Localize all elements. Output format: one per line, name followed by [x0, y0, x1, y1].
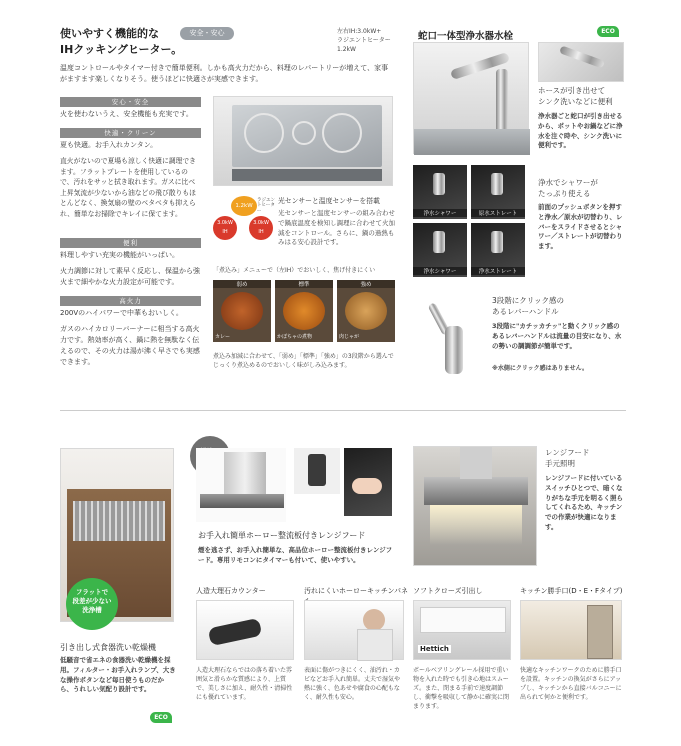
dishwasher-eco-badge: ECO	[150, 712, 172, 723]
pot-standard-label: 標準	[275, 280, 333, 288]
safety-badge: 安全・安心	[180, 27, 234, 40]
center-burner	[292, 121, 316, 145]
lever-text: 3段階に"カチッカチッ"と動くクリック感のあるレバーハンドルは流量の目安になり、水の勢いの調調節が簡単です。	[492, 322, 622, 350]
flat-badge: フラットで 段差が少ない 洗浄槽	[66, 578, 118, 630]
sensor-title: 光センサーと温度センサーを搭載	[278, 197, 380, 205]
section-divider	[60, 410, 626, 411]
shower-head-3	[433, 231, 445, 253]
pot-strong-food	[345, 292, 387, 330]
convenient-text2: 火力調節に対して素早く反応し、保温から強火まで細やかな火力設定が可能です。	[60, 267, 200, 286]
hood-title: お手入れ簡単ホーロー整流板付きレンジフード	[198, 531, 366, 540]
pot-weak-food	[221, 292, 263, 330]
ring-right-ih: IH	[258, 229, 264, 235]
range-hood-image	[196, 448, 286, 522]
hose-text: 浄水器ごと蛇口が引き出せるから、ポットやお鍋などに浄水を注ぐ時や、シンク洗いに便利です。	[538, 112, 623, 150]
hood-canopy	[424, 477, 528, 505]
sensor-text: 光センサーと温度センサーの組み合わせで鍋底温度を検知し調理に合わせて火加減をコントロール。さらに、鍋の過熱もみはる安心設計です。	[278, 209, 395, 247]
ring-right-power: 3.0kW	[253, 220, 269, 226]
faucet-eco-badge: ECO	[597, 26, 619, 37]
shower-label-1: 浄水シャワー	[413, 209, 467, 217]
dishwasher-text: 低騒音で省エネの食器洗い乾燥機を採用。フィルター・お手入れランプ、大きな操作ボタンなど毎日使うものだから、うれしい気配り設計です。	[60, 656, 176, 694]
safety-text: 火を使わないうえ、安全機能も充実です。	[60, 110, 193, 118]
remote-body	[308, 454, 326, 486]
ring-1-2kw: 1.2kW	[231, 196, 257, 216]
lever-note: ※水側にクリック感はありません。	[492, 365, 588, 372]
feature-panel-title: 汚れにくいホーローキッチンパネ	[304, 587, 409, 595]
ih-title-line2: IHクッキングヒーター。	[60, 42, 183, 56]
control-panel	[232, 169, 382, 181]
pot-standard-food	[283, 292, 325, 330]
section-bar-clean: 快適・クリーン	[60, 128, 201, 138]
section-bar-power: 高火力	[60, 296, 201, 306]
ring-diagram	[213, 196, 275, 242]
shower-cell-3	[413, 223, 467, 277]
shower-head-4	[491, 231, 503, 253]
ring-3kw-right	[249, 216, 273, 240]
convenient-text1: 料理しやすい充実の機能がいっぱい。	[60, 251, 179, 259]
lever-title: 3段階にクリック感の あるレバーハンドル	[492, 296, 564, 316]
feature-panel-text: 表面に傷がつきにくく、油汚れ・カビなどお手入れ簡単。丈夫で湿気や熱に強く、色あせや腐食の心配もなく、耐久性も安心。	[304, 667, 401, 701]
hood-body	[224, 452, 266, 496]
countertop-cloth	[208, 618, 263, 646]
ring-left-power: 3.0kW	[217, 220, 233, 226]
shower-head-2	[491, 173, 503, 195]
ih-cooktop-image	[213, 96, 393, 186]
panel-shirt	[357, 629, 393, 661]
panel-image	[304, 600, 404, 660]
pot-strong-sub: 肉じゃが	[339, 334, 360, 340]
ih-title	[60, 26, 182, 58]
hood-chimney	[460, 447, 492, 479]
ring-left-ih: IH	[222, 229, 228, 235]
countertop-image	[196, 600, 294, 660]
pot-weak	[213, 280, 271, 342]
hose-head	[559, 45, 605, 68]
pot-weak-sub: カレー	[215, 334, 231, 340]
softclose-image	[413, 600, 511, 660]
shower-label-4: 浄水ストレート	[471, 267, 525, 275]
faucet-body	[496, 69, 508, 133]
pot-weak-label: 弱め	[213, 280, 271, 288]
hose-image	[538, 42, 624, 82]
pot-standard	[275, 280, 333, 342]
hood-clean-image	[344, 448, 392, 516]
dishwasher-title: 引き出し式食器洗い乾燥機	[60, 643, 156, 652]
power-text1: 200Vのハイパワーで中華もおいしく。	[60, 309, 183, 317]
pot-standard-sub: かぼちゃの煮物	[277, 334, 313, 340]
pot-strong	[337, 280, 395, 342]
clean-text1: 夏も快適。お手入れカンタン。	[60, 141, 158, 149]
door-frame	[587, 605, 613, 659]
feature-softclose-text: ボールベアリングレール採用で重い物を入れた時でも引き心地はスムーズ。また、閉まる手前で速度調節し、衝撃を吸収して静かに確実に閉まります。	[413, 667, 510, 710]
dishwasher-rack	[73, 501, 165, 541]
hood-base	[200, 494, 284, 508]
hood-light-text: レンジフードに付いているスイッチひとつで、暗くなりがちな手元を明るく照らしてくれるため、キッチンでの作業が快適になります。	[545, 474, 623, 531]
pot-strong-label: 強め	[337, 280, 395, 288]
shower-title: 浄水でシャワーが たっぷり使える	[538, 178, 598, 198]
remote-image	[294, 448, 340, 494]
sink-basin	[414, 129, 530, 155]
clean-text2: 直火がないので夏場も涼しく快適に調理できます。フラットプレートを使用しているので、汚れをサッと拭き取れます。ガスに比べ上昇気流が少ないから油などの飛び散りもほとんどなく、換気扇の壁のベタベタも抑えられ、簡単なお掃除でキレイに保てます。	[60, 157, 196, 218]
panel-person	[363, 609, 385, 631]
pot-row	[213, 280, 395, 342]
ring-radiant-label: ラジエントヒーター	[257, 198, 275, 214]
hose-title: ホースが引き出せて シンク洗いなどに便利	[538, 86, 613, 106]
shower-cell-1	[413, 165, 467, 219]
ih-intro: 温度コントロールやタイマー付きで簡単便利。しかも高火力だから、料理のレパートリーが増えて、家事がますます楽しくなりそう。使うほどに快適さが実感できます。	[60, 64, 389, 83]
hood-light-glow	[430, 505, 522, 545]
shower-label-3: 浄水シャワー	[413, 267, 467, 275]
faucet-title: 蛇口一体型浄水器水栓	[418, 31, 514, 42]
feature-countertop-title: 人造大理石カウンター	[196, 587, 266, 595]
feature-backdoor-title: キッチン勝手口(D・E・Fタイプ)	[520, 587, 623, 595]
feature-countertop-text: 人造大理石ならではの落ち着いた雰囲気と滑らかな質感により、上質で、美しさに加え、耐久性・清掃性にも優れています。	[196, 667, 293, 701]
nikomi-text: 煮込み加減に合わせて、「弱め」「標準」「強め」の3段階から選んでじっくり煮込めるのでおいしく味がしみ込みます。	[213, 353, 394, 369]
hood-light-title: レンジフード 手元照明	[545, 448, 590, 468]
power-text2: ガスのハイカロリーバーナーに相当する高火力です。熱効率が高く、鍋に熱を無駄なく伝えるので、その火力は湯が沸く早さでも実感できます。	[60, 325, 200, 366]
hood-text: 煙を逃さず、お手入れ簡単な、高品位ホーロー整流板付きレンジフード。専用リモコンにタイマーも付いて、使いやすい。	[198, 546, 393, 564]
nikomi-caption: 「煮込み」メニューで（左IH）でおいしく、焦げ付きにくい	[213, 267, 376, 274]
ih-spec: 左右IH:3.0kW+ ラジエントヒーター 1.2kW	[337, 28, 391, 53]
faucet-main-image	[413, 42, 529, 154]
left-burner	[244, 113, 284, 153]
drawer-front	[420, 607, 506, 633]
section-bar-convenient: 便利	[60, 238, 201, 248]
feature-softclose-title: ソフトクローズ引出し	[413, 587, 483, 595]
right-burner	[322, 113, 362, 153]
lever-image	[413, 296, 483, 376]
lever-body	[445, 326, 463, 374]
ring-3kw-left	[213, 216, 237, 240]
feature-backdoor-text: 快適なキッチンワークのために勝手口を設置。キッチンの換気がさらにアップし、キッチンから直接バルコニーに出られて何かと便利です。	[520, 667, 622, 701]
shower-text: 前面のプッシュボタンを押すと浄水／原水が切替わり、レバーをスライドさせるとシャワー／ストレートが切替わります。	[538, 203, 623, 250]
ih-title-line1: 使いやすく機能的な	[60, 27, 159, 40]
shower-cell-2	[471, 165, 525, 219]
shower-head-1	[433, 173, 445, 195]
hettich-logo: Hettich	[420, 645, 449, 653]
backdoor-image	[520, 600, 622, 660]
shower-cell-4	[471, 223, 525, 277]
shower-grid	[413, 165, 525, 277]
hood-light-image	[413, 446, 537, 566]
cleaning-hand	[352, 478, 382, 494]
section-bar-safety: 安心・安全	[60, 97, 201, 107]
shower-label-2: 原水ストレート	[471, 209, 525, 217]
